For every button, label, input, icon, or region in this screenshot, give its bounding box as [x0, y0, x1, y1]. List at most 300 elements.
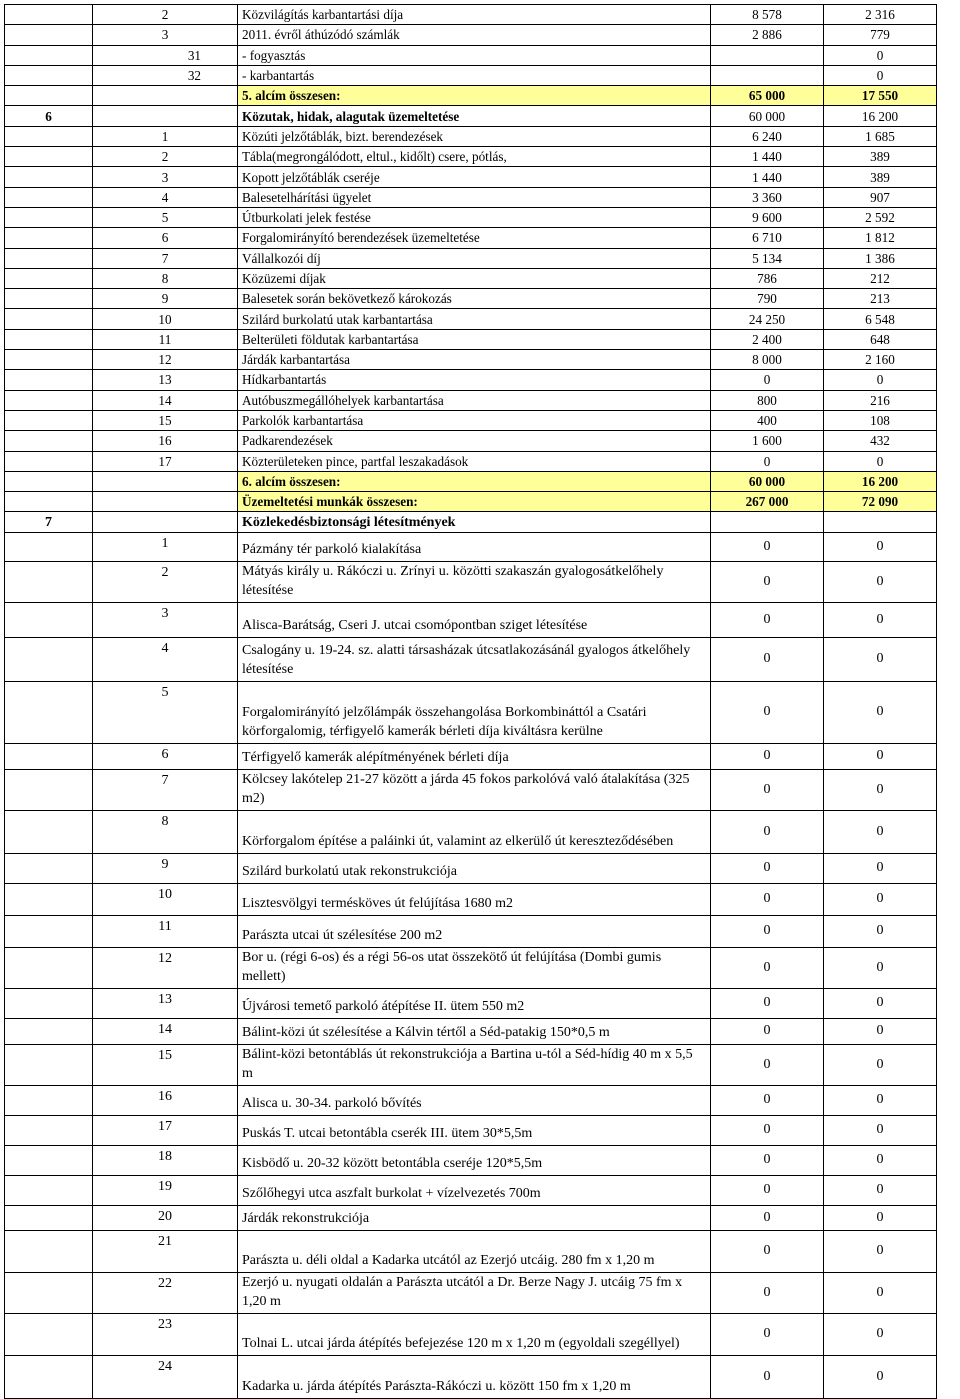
item-number: 8	[93, 810, 238, 853]
section-value-2	[824, 512, 937, 532]
item-name: Csalogány u. 19-24. sz. alatti társasházak útcsatlakozásánál gyalogos átkelőhely létesítése	[238, 637, 711, 681]
item-number	[93, 492, 238, 512]
section-cell	[5, 1044, 93, 1085]
table-row	[5, 167, 937, 187]
item-number	[93, 471, 238, 491]
section-cell	[5, 126, 93, 146]
section-cell	[5, 1313, 93, 1355]
item-name: Újvárosi temető parkoló átépítése II. ütem 550 m2	[238, 988, 711, 1018]
item-value-2: 1 386	[824, 248, 937, 268]
item-number: 3	[93, 167, 238, 187]
item-value-2: 213	[824, 289, 937, 309]
table-row	[5, 1044, 937, 1085]
item-name: Körforgalom építése a paláinki út, valamint az elkerülő út kereszteződésében	[238, 810, 711, 853]
section-cell	[5, 532, 93, 561]
item-value-2: 0	[824, 1355, 937, 1398]
section-value-1	[711, 512, 824, 532]
section-cell	[5, 1085, 93, 1115]
item-name: - karbantartás	[238, 65, 711, 85]
item-number	[93, 86, 238, 106]
item-value-2: 2 160	[824, 350, 937, 370]
item-value-1: 800	[711, 390, 824, 410]
item-value-2: 1 685	[824, 126, 937, 146]
table-row	[5, 228, 937, 248]
section-cell	[5, 86, 93, 106]
item-number: 21	[93, 1230, 238, 1272]
item-value-1: 0	[711, 532, 824, 561]
item-number: 20	[93, 1205, 238, 1230]
section-cell	[5, 187, 93, 207]
item-value-2: 0	[824, 451, 937, 471]
section-cell	[5, 25, 93, 45]
table-row	[5, 637, 937, 681]
section-cell	[5, 743, 93, 769]
item-number: 14	[93, 1018, 238, 1044]
budget-sheet	[4, 4, 938, 1399]
item-value-2: 2 592	[824, 207, 937, 227]
table-row	[5, 1085, 937, 1115]
table-row	[5, 988, 937, 1018]
item-value-1: 3 360	[711, 187, 824, 207]
section-cell	[5, 1018, 93, 1044]
item-value-1: 6 240	[711, 126, 824, 146]
item-number: 6	[93, 743, 238, 769]
item-name: Ezerjó u. nyugati oldalán a Parászta utcától a Dr. Berze Nagy J. utcáig 75 fm x 1,20 m	[238, 1272, 711, 1313]
section-cell	[5, 810, 93, 853]
section-value-1: 60 000	[711, 106, 824, 126]
item-number: 9	[93, 853, 238, 883]
item-number: 5	[93, 681, 238, 743]
item-name: Parászta u. déli oldal a Kadarka utcától az Ezerjó utcáig. 280 fm x 1,20 m	[238, 1230, 711, 1272]
item-value-1: 1 440	[711, 167, 824, 187]
item-name: Szőlőhegyi utca aszfalt burkolat + vízelvezetés 700m	[238, 1175, 711, 1205]
item-number: 11	[93, 915, 238, 947]
section-cell	[5, 1145, 93, 1175]
item-number: 13	[93, 370, 238, 390]
item-name: Alisca-Barátság, Cseri J. utcai csomópontban sziget létesítése	[238, 602, 711, 637]
table-row	[5, 126, 937, 146]
item-number: 14	[93, 390, 238, 410]
item-value-1: 0	[711, 1115, 824, 1145]
table-row	[5, 25, 937, 45]
section-cell	[5, 45, 93, 65]
item-number: 17	[93, 451, 238, 471]
item-value-2: 907	[824, 187, 937, 207]
section-cell	[5, 451, 93, 471]
item-name: Járdák rekonstrukciója	[238, 1205, 711, 1230]
item-value-2: 212	[824, 268, 937, 288]
item-value-2: 0	[824, 1175, 937, 1205]
table-row	[5, 561, 937, 602]
item-name: Padkarendezések	[238, 431, 711, 451]
section-cell	[5, 228, 93, 248]
table-row	[5, 248, 937, 268]
section-title: Közutak, hidak, alagutak üzemeltetése	[238, 106, 711, 126]
item-value-1: 8 578	[711, 5, 824, 25]
item-number: 6	[93, 228, 238, 248]
section-cell	[5, 1272, 93, 1313]
table-row	[5, 681, 937, 743]
item-value-2: 0	[824, 681, 937, 743]
table-row	[5, 947, 937, 988]
item-value-1: 0	[711, 810, 824, 853]
item-number: 18	[93, 1145, 238, 1175]
item-value-1	[711, 45, 824, 65]
item-number	[93, 512, 238, 532]
item-value-2: 0	[824, 988, 937, 1018]
item-value-2: 0	[824, 1115, 937, 1145]
item-value-1: 2 886	[711, 25, 824, 45]
table-row	[5, 1205, 937, 1230]
item-value-2: 0	[824, 1230, 937, 1272]
item-value-1: 0	[711, 1205, 824, 1230]
section-cell	[5, 637, 93, 681]
item-value-1: 0	[711, 1044, 824, 1085]
table-row	[5, 1272, 937, 1313]
item-value-2: 0	[824, 1313, 937, 1355]
item-value-1: 0	[711, 637, 824, 681]
item-value-1: 1 440	[711, 147, 824, 167]
item-number: 2	[93, 561, 238, 602]
subtotal-value-1: 65 000	[711, 86, 824, 106]
item-number: 5	[93, 207, 238, 227]
table-row	[5, 810, 937, 853]
section-cell	[5, 207, 93, 227]
sub-item-number: 32	[93, 65, 238, 85]
item-value-1: 0	[711, 853, 824, 883]
item-value-1: 0	[711, 743, 824, 769]
item-number: 10	[93, 309, 238, 329]
section-cell	[5, 853, 93, 883]
item-name: Közterületeken pince, partfal leszakadások	[238, 451, 711, 471]
item-value-1: 790	[711, 289, 824, 309]
item-name: Kopott jelzőtáblák cseréje	[238, 167, 711, 187]
item-value-1: 9 600	[711, 207, 824, 227]
table-row	[5, 532, 937, 561]
item-value-2: 779	[824, 25, 937, 45]
section-number: 7	[5, 512, 93, 532]
subtotal-value-2: 16 200	[824, 471, 937, 491]
item-value-1: 0	[711, 915, 824, 947]
table-row	[5, 1018, 937, 1044]
item-number: 12	[93, 947, 238, 988]
grand-total-value-1: 267 000	[711, 492, 824, 512]
table-row	[5, 5, 937, 25]
subtotal-value-2: 17 550	[824, 86, 937, 106]
item-value-2: 0	[824, 602, 937, 637]
subtotal-label: 5. alcím összesen:	[238, 86, 711, 106]
item-number: 2	[93, 147, 238, 167]
section-cell	[5, 769, 93, 810]
item-value-1: 0	[711, 1313, 824, 1355]
item-value-2: 0	[824, 743, 937, 769]
item-number: 15	[93, 410, 238, 430]
item-value-2: 0	[824, 370, 937, 390]
section-cell	[5, 947, 93, 988]
section-cell	[5, 431, 93, 451]
item-name: Szilárd burkolatú utak karbantartása	[238, 309, 711, 329]
item-value-1: 0	[711, 602, 824, 637]
table-row	[5, 769, 937, 810]
section-cell	[5, 471, 93, 491]
item-value-1: 2 400	[711, 329, 824, 349]
item-value-1: 8 000	[711, 350, 824, 370]
sub-item-number: 31	[93, 45, 238, 65]
item-number: 1	[93, 532, 238, 561]
subtotal-value-1: 60 000	[711, 471, 824, 491]
item-value-1: 0	[711, 1145, 824, 1175]
item-name: Térfigyelő kamerák alépítményének bérleti díja	[238, 743, 711, 769]
table-row	[5, 370, 937, 390]
table-row	[5, 1355, 937, 1398]
item-value-2: 0	[824, 810, 937, 853]
item-value-1	[711, 65, 824, 85]
item-name: Lisztesvölgyi termésköves út felújítása 1680 m2	[238, 883, 711, 915]
section-cell	[5, 329, 93, 349]
item-value-1: 0	[711, 1355, 824, 1398]
subtotal-row	[5, 471, 937, 491]
item-name: Belterületi földutak karbantartása	[238, 329, 711, 349]
item-name: Autóbuszmegállóhelyek karbantartása	[238, 390, 711, 410]
table-row	[5, 329, 937, 349]
section-cell	[5, 65, 93, 85]
item-value-1: 0	[711, 947, 824, 988]
item-name: Tábla(megrongálódott, eltul., kidőlt) csere, pótlás,	[238, 147, 711, 167]
table-row	[5, 915, 937, 947]
section-cell	[5, 1355, 93, 1398]
item-number: 7	[93, 248, 238, 268]
item-value-1: 0	[711, 883, 824, 915]
item-number: 17	[93, 1115, 238, 1145]
item-value-2: 0	[824, 45, 937, 65]
item-number: 16	[93, 431, 238, 451]
item-number: 9	[93, 289, 238, 309]
item-number: 10	[93, 883, 238, 915]
item-number: 7	[93, 769, 238, 810]
item-name: Tolnai L. utcai járda átépítés befejezése 120 m x 1,20 m (egyoldali szegéllyel)	[238, 1313, 711, 1355]
table-row	[5, 883, 937, 915]
table-row	[5, 1115, 937, 1145]
table-row	[5, 410, 937, 430]
item-value-2: 0	[824, 853, 937, 883]
item-number: 8	[93, 268, 238, 288]
item-value-2: 0	[824, 561, 937, 602]
item-value-2: 648	[824, 329, 937, 349]
item-name: Kölcsey lakótelep 21-27 között a járda 45 fokos parkolóvá való átalakítása (325 m2)	[238, 769, 711, 810]
section-cell	[5, 988, 93, 1018]
section-cell	[5, 681, 93, 743]
item-value-1: 400	[711, 410, 824, 430]
item-name: Forgalomirányító jelzőlámpák összehangolása Borkombináttól a Csatári körforgalomig, térfigyelő kamerák bérleti díja kiváltásra kerülne	[238, 681, 711, 743]
table-row	[5, 451, 937, 471]
section-number: 6	[5, 106, 93, 126]
section-cell	[5, 492, 93, 512]
table-row	[5, 1230, 937, 1272]
table-row	[5, 1313, 937, 1355]
item-value-2: 2 316	[824, 5, 937, 25]
item-name: Alisca u. 30-34. parkoló bővítés	[238, 1085, 711, 1115]
item-name: Bálint-közi út szélesítése a Kálvin tértől a Séd-patakig 150*0,5 m	[238, 1018, 711, 1044]
item-value-2: 0	[824, 637, 937, 681]
item-number: 13	[93, 988, 238, 1018]
item-number: 3	[93, 25, 238, 45]
item-value-1: 0	[711, 1085, 824, 1115]
item-number: 22	[93, 1272, 238, 1313]
item-number: 2	[93, 5, 238, 25]
section-value-2: 16 200	[824, 106, 937, 126]
section-cell	[5, 602, 93, 637]
item-value-2: 0	[824, 532, 937, 561]
table-row	[5, 268, 937, 288]
item-name: Parászta utcai út szélesítése 200 m2	[238, 915, 711, 947]
item-value-1: 0	[711, 1230, 824, 1272]
table-row	[5, 390, 937, 410]
item-name: Parkolók karbantartása	[238, 410, 711, 430]
item-value-1: 0	[711, 769, 824, 810]
table-row	[5, 743, 937, 769]
item-value-2: 0	[824, 769, 937, 810]
section-cell	[5, 1175, 93, 1205]
item-name: Bálint-közi betontáblás út rekonstrukciója a Bartina u-tól a Séd-hídig 40 m x 5,5 m	[238, 1044, 711, 1085]
item-value-1: 786	[711, 268, 824, 288]
section-header-row	[5, 106, 937, 126]
item-name: Vállalkozói díj	[238, 248, 711, 268]
item-value-1: 0	[711, 1018, 824, 1044]
section-title: Közlekedésbiztonsági létesítmények	[238, 512, 711, 532]
item-value-1: 6 710	[711, 228, 824, 248]
item-value-2: 432	[824, 431, 937, 451]
item-name: Szilárd burkolatú utak rekonstrukciója	[238, 853, 711, 883]
item-value-2: 0	[824, 1205, 937, 1230]
item-name: Kadarka u. járda átépítés Parászta-Rákóczi u. között 150 fm x 1,20 m	[238, 1355, 711, 1398]
item-value-2: 108	[824, 410, 937, 430]
section-cell	[5, 390, 93, 410]
item-number	[93, 106, 238, 126]
item-value-1: 1 600	[711, 431, 824, 451]
table-row	[5, 309, 937, 329]
item-value-1: 0	[711, 561, 824, 602]
section-cell	[5, 883, 93, 915]
section-cell	[5, 147, 93, 167]
section-cell	[5, 370, 93, 390]
section-cell	[5, 5, 93, 25]
item-number: 1	[93, 126, 238, 146]
item-name: Puskás T. utcai betontábla cserék III. ütem 30*5,5m	[238, 1115, 711, 1145]
section-header-row	[5, 512, 937, 532]
section-cell	[5, 561, 93, 602]
item-name: - fogyasztás	[238, 45, 711, 65]
item-value-2: 0	[824, 1044, 937, 1085]
table-row	[5, 147, 937, 167]
item-name: Kisbödő u. 20-32 között betontábla cseréje 120*5,5m	[238, 1145, 711, 1175]
item-value-2: 389	[824, 167, 937, 187]
item-name: Hídkarbantartás	[238, 370, 711, 390]
section-cell	[5, 350, 93, 370]
table-row	[5, 602, 937, 637]
item-name: Járdák karbantartása	[238, 350, 711, 370]
grand-total-label: Üzemeltetési munkák összesen:	[238, 492, 711, 512]
section-cell	[5, 289, 93, 309]
item-number: 3	[93, 602, 238, 637]
item-value-1: 24 250	[711, 309, 824, 329]
table-row	[5, 853, 937, 883]
table-row	[5, 187, 937, 207]
grand-total-row	[5, 492, 937, 512]
section-cell	[5, 1115, 93, 1145]
table-row	[5, 45, 937, 65]
budget-table	[4, 4, 937, 1399]
table-row	[5, 65, 937, 85]
item-value-1: 0	[711, 370, 824, 390]
table-row	[5, 1145, 937, 1175]
grand-total-value-2: 72 090	[824, 492, 937, 512]
item-value-2: 0	[824, 1018, 937, 1044]
item-value-1: 0	[711, 1272, 824, 1313]
item-value-2: 0	[824, 915, 937, 947]
item-number: 15	[93, 1044, 238, 1085]
section-cell	[5, 915, 93, 947]
table-row	[5, 431, 937, 451]
item-name: Balesetelhárítási ügyelet	[238, 187, 711, 207]
section-cell	[5, 410, 93, 430]
item-number: 24	[93, 1355, 238, 1398]
item-value-1: 0	[711, 681, 824, 743]
item-value-2: 216	[824, 390, 937, 410]
item-name: Közvilágítás karbantartási díja	[238, 5, 711, 25]
item-value-2: 6 548	[824, 309, 937, 329]
item-value-1: 0	[711, 451, 824, 471]
item-number: 19	[93, 1175, 238, 1205]
section-cell	[5, 248, 93, 268]
item-value-1: 0	[711, 988, 824, 1018]
item-value-2: 1 812	[824, 228, 937, 248]
section-cell	[5, 167, 93, 187]
table-row	[5, 289, 937, 309]
section-cell	[5, 268, 93, 288]
section-cell	[5, 309, 93, 329]
item-value-1: 5 134	[711, 248, 824, 268]
section-cell	[5, 1205, 93, 1230]
table-row	[5, 350, 937, 370]
item-name: Közúti jelzőtáblák, bizt. berendezések	[238, 126, 711, 146]
subtotal-label: 6. alcím összesen:	[238, 471, 711, 491]
item-value-2: 0	[824, 65, 937, 85]
item-number: 11	[93, 329, 238, 349]
table-row	[5, 1175, 937, 1205]
item-name: Közüzemi díjak	[238, 268, 711, 288]
item-name: Forgalomirányító berendezések üzemeltetése	[238, 228, 711, 248]
item-name: Bor u. (régi 6-os) és a régi 56-os utat összekötő út felújítása (Dombi gumis mellett)	[238, 947, 711, 988]
item-value-2: 389	[824, 147, 937, 167]
item-value-2: 0	[824, 1145, 937, 1175]
item-name: Pázmány tér parkoló kialakítása	[238, 532, 711, 561]
item-number: 23	[93, 1313, 238, 1355]
item-number: 16	[93, 1085, 238, 1115]
item-name: Mátyás király u. Rákóczi u. Zrínyi u. közötti szakaszán gyalogosátkelőhely létesítése	[238, 561, 711, 602]
item-value-2: 0	[824, 947, 937, 988]
section-cell	[5, 1230, 93, 1272]
item-value-1: 0	[711, 1175, 824, 1205]
subtotal-row	[5, 86, 937, 106]
item-value-2: 0	[824, 1085, 937, 1115]
item-number: 12	[93, 350, 238, 370]
table-row	[5, 207, 937, 227]
item-number: 4	[93, 637, 238, 681]
item-name: 2011. évről áthúzódó számlák	[238, 25, 711, 45]
item-number: 4	[93, 187, 238, 207]
item-value-2: 0	[824, 1272, 937, 1313]
item-value-2: 0	[824, 883, 937, 915]
